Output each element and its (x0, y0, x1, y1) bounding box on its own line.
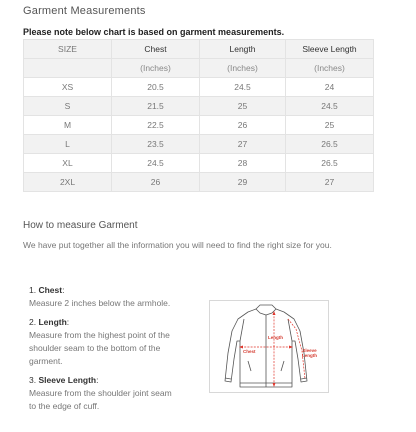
step-text: Measure from the shoulder joint seam (29, 388, 172, 398)
table-cell: S (24, 97, 112, 116)
table-cell: 24 (286, 78, 374, 97)
table-cell: M (24, 116, 112, 135)
table-row (24, 173, 374, 192)
units-cell (24, 59, 112, 78)
units-cell: (Inches) (112, 59, 200, 78)
chart-note: Please note below chart is based on garment measurements. (23, 27, 285, 37)
table-cell: 25 (200, 97, 286, 116)
table-cell: 23.5 (112, 135, 200, 154)
header-size: SIZE (24, 40, 112, 59)
measure-steps (29, 284, 204, 419)
table-cell: 29 (200, 173, 286, 192)
table-cell: L (24, 135, 112, 154)
label-sleeve (302, 348, 317, 358)
table-row (24, 97, 374, 116)
jacket-outline-icon (210, 301, 328, 392)
step-heading (29, 374, 204, 387)
table-cell: 26.5 (286, 154, 374, 173)
table-cell: XS (24, 78, 112, 97)
step-heading (29, 316, 204, 329)
jacket-measurement-diagram (209, 300, 329, 393)
header-chest: Chest (112, 40, 200, 59)
table-cell: 21.5 (112, 97, 200, 116)
table-units-row (24, 59, 374, 78)
table-cell: 26.5 (286, 135, 374, 154)
table-cell: 24.5 (286, 97, 374, 116)
step-text: to the edge of cuff. (29, 401, 100, 411)
table-cell: 24.5 (112, 154, 200, 173)
step-number: 2. (29, 317, 37, 327)
page-heading: Garment Measurements (23, 5, 146, 17)
table-cell: 24.5 (200, 78, 286, 97)
label-length: Length (268, 335, 283, 340)
label-sleeve-line2: Length (302, 353, 317, 358)
step-number: 1. (29, 285, 37, 295)
table-cell: 20.5 (112, 78, 200, 97)
table-cell: 27 (200, 135, 286, 154)
table-cell: 27 (286, 173, 374, 192)
units-cell: (Inches) (286, 59, 374, 78)
table-cell: 25 (286, 116, 374, 135)
step-text: shoulder seam to the bottom of the (29, 343, 161, 353)
step-heading (29, 284, 204, 297)
table-cell: 2XL (24, 173, 112, 192)
how-to-measure-description: We have put together all the information you will need to find the right size for you. (23, 240, 332, 250)
label-sleeve-line1: Sleeve (302, 348, 317, 353)
step-colon: : (66, 317, 70, 327)
how-to-measure-title: How to measure Garment (23, 220, 138, 231)
table-row (24, 78, 374, 97)
step-title: Length (38, 317, 67, 327)
label-chest: Chest (243, 349, 256, 354)
table-row (24, 135, 374, 154)
table-cell: XL (24, 154, 112, 173)
units-cell: (Inches) (200, 59, 286, 78)
table-row (24, 116, 374, 135)
header-length: Length (200, 40, 286, 59)
size-chart-table (23, 39, 374, 192)
step-text: Measure from the highest point of the (29, 330, 170, 340)
step-chest (29, 284, 204, 310)
step-colon: : (62, 285, 65, 295)
step-text: garment. (29, 356, 63, 366)
header-sleeve-length: Sleeve Length (286, 40, 374, 59)
step-colon: : (96, 375, 99, 385)
table-cell: 22.5 (112, 116, 200, 135)
step-title: Chest (38, 285, 63, 295)
table-cell: 28 (200, 154, 286, 173)
step-length (29, 316, 204, 368)
step-sleeve-length (29, 374, 204, 413)
table-header-row (24, 40, 374, 59)
table-cell: 26 (112, 173, 200, 192)
table-row (24, 154, 374, 173)
step-number: 3. (29, 375, 37, 385)
step-title: Sleeve Length (38, 375, 97, 385)
table-cell: 26 (200, 116, 286, 135)
step-text: Measure 2 inches below the armhole. (29, 298, 171, 308)
